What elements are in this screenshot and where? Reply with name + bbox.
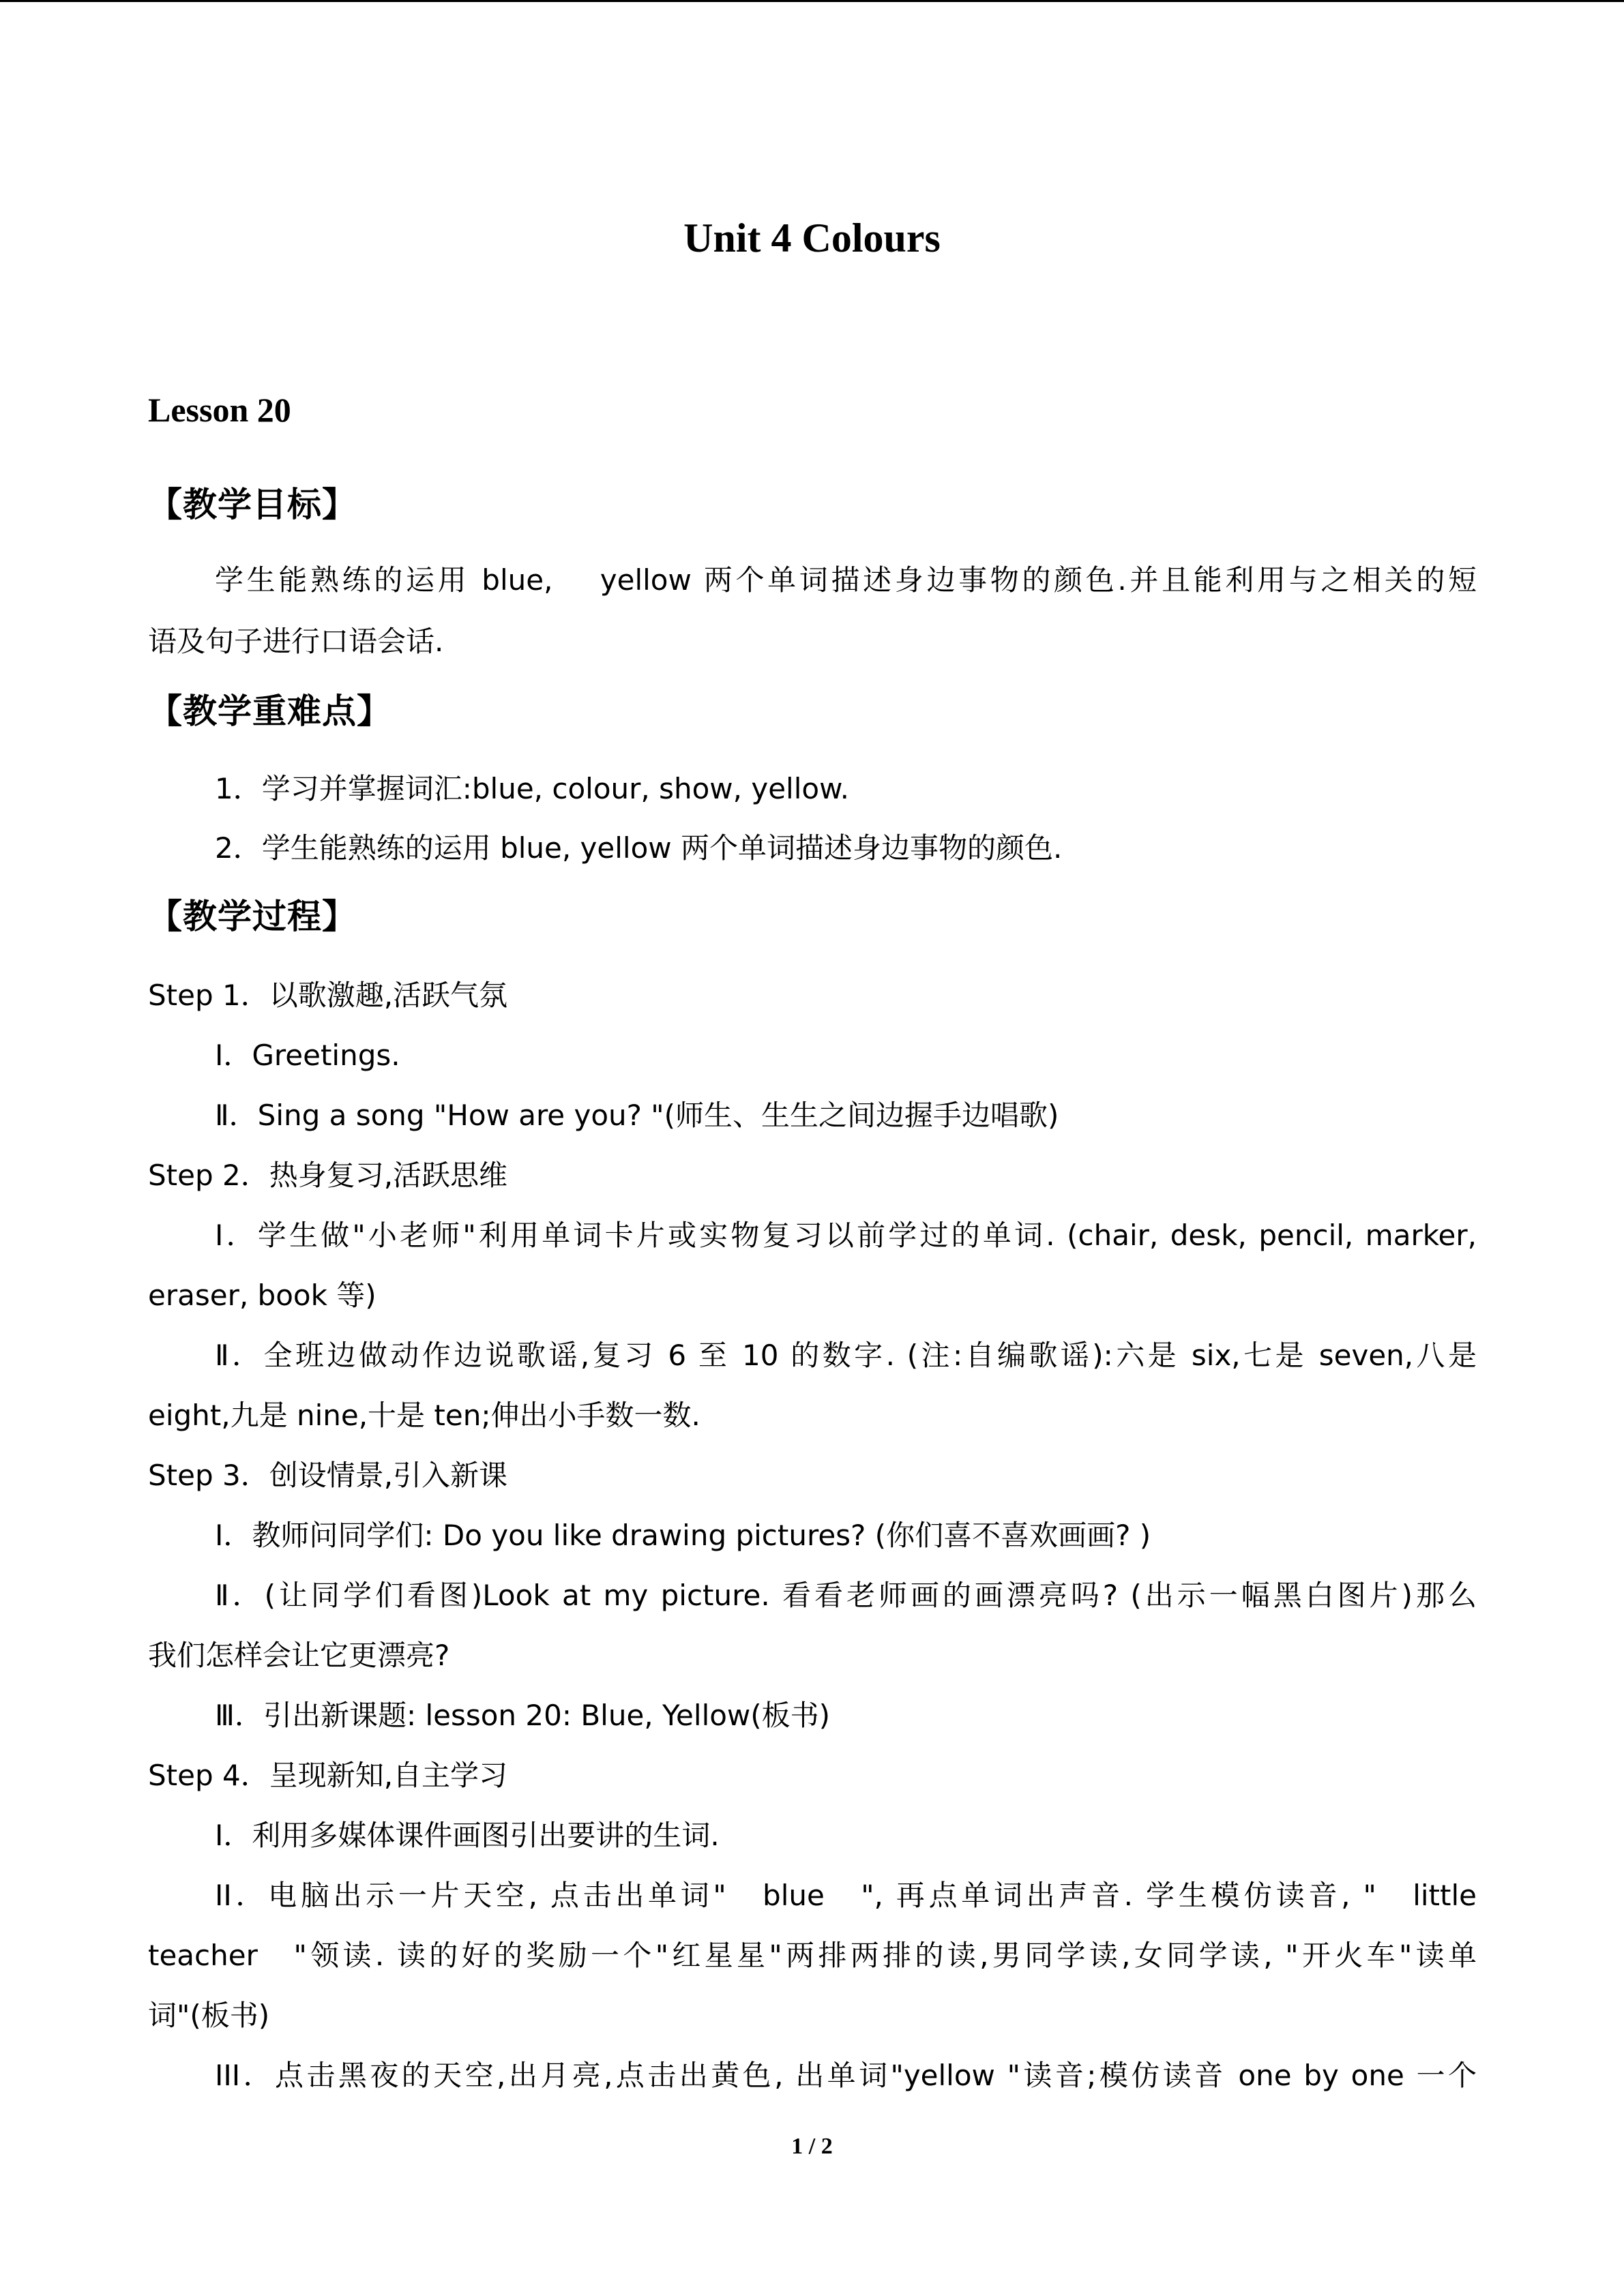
process-line: Ⅲ．引出新课题: lesson 20: Blue, Yellow(板书)	[215, 1699, 831, 1732]
process-line: Ⅱ．Sing a song "How are you? "(师生、生生之间边握手边唱歌)	[215, 1099, 1059, 1132]
step-heading: Step 1．以歌激趣,活跃气氛	[148, 979, 508, 1012]
objectives-line: 语及句子进行口语会话.	[148, 625, 444, 658]
process-line: II．电脑出示一片天空, 点击出单词" blue ", 再点单词出声音. 学生模仿读音, " little	[215, 1879, 1477, 1912]
lesson-title: Lesson 20	[148, 391, 291, 429]
step-heading: Step 3．创设情景,引入新课	[148, 1459, 508, 1492]
process-line: I．利用多媒体课件画图引出要讲的生词.	[215, 1819, 720, 1852]
process-line: Ⅱ．(让同学们看图)Look at my picture. 看看老师画的画漂亮吗? (出示一幅黑白图片)那么	[215, 1579, 1477, 1612]
objectives-line: 学生能熟练的运用 blue, yellow 两个单词描述身边事物的颜色.并且能利用与之相关的短	[215, 563, 1477, 597]
process-line: Ⅰ．教师问同学们: Do you like drawing pictures? (你们喜不喜欢画画? )	[215, 1519, 1151, 1552]
process-line: 我们怎样会让它更漂亮?	[148, 1639, 450, 1672]
process-line: Ⅰ．Greetings.	[215, 1039, 400, 1072]
page-title: Unit 4 Colours	[683, 215, 941, 260]
process-line: Ⅰ．学生做"小老师"利用单词卡片或实物复习以前学过的单词. (chair, desk, pencil, marker,	[215, 1219, 1477, 1252]
top-border-line	[0, 0, 1624, 2]
process-line: eraser, book 等)	[148, 1279, 377, 1312]
process-line: 词"(板书)	[148, 1999, 270, 2032]
process-line: teacher "领读. 读的好的奖励一个"红星星"两排两排的读,男同学读,女同学读, "开火车"读单	[148, 1939, 1477, 1972]
section-heading-key-points: 【教学重难点】	[148, 691, 392, 731]
process-line: Ⅱ．全班边做动作边说歌谣,复习 6 至 10 的数字. (注:自编歌谣):六是 six,七是 seven,八是	[215, 1339, 1477, 1372]
step-heading: Step 4．呈现新知,自主学习	[148, 1759, 508, 1792]
section-heading-process: 【教学过程】	[148, 897, 357, 936]
step-heading: Step 2．热身复习,活跃思维	[148, 1159, 508, 1192]
section-heading-objectives: 【教学目标】	[148, 485, 357, 524]
page-number: 1 / 2	[791, 2134, 833, 2159]
process-line: eight,九是 nine,十是 ten;伸出小手数一数.	[148, 1399, 700, 1432]
key-point-line: 2．学生能熟练的运用 blue, yellow 两个单词描述身边事物的颜色.	[215, 831, 1063, 865]
process-line: III．点击黑夜的天空,出月亮,点击出黄色, 出单词"yellow "读音;模仿读音 one by one 一个	[215, 2059, 1477, 2092]
key-point-line: 1．学习并掌握词汇:blue, colour, show, yellow.	[215, 772, 849, 805]
